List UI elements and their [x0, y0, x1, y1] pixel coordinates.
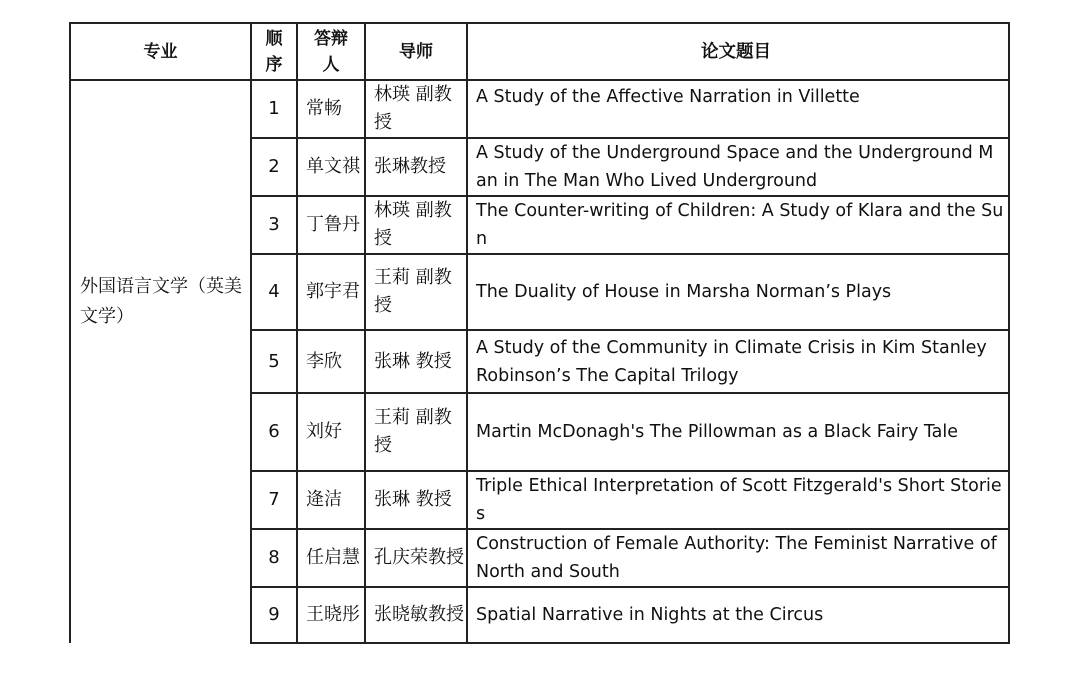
advisor-name: 王莉 副教授: [365, 254, 467, 330]
advisor-name: 张琳 教授: [365, 471, 467, 529]
student-name: 任启慧: [297, 529, 365, 587]
advisor-name: 张琳 教授: [365, 330, 467, 393]
seq-cell: 1: [251, 80, 297, 138]
header-row: [70, 23, 1009, 80]
header-name: [297, 23, 365, 80]
header-title: 论文题目: [467, 23, 1009, 80]
header-major: 专业: [70, 23, 251, 80]
table-row: [70, 80, 1009, 138]
thesis-title: Spatial Narrative in Nights at the Circus: [467, 587, 1009, 643]
student-name: 逄洁: [297, 471, 365, 529]
thesis-title: The Counter-writing of Children: A Study of Klara and the Sun: [467, 196, 1009, 254]
advisor-name: 张晓敏教授: [365, 587, 467, 643]
seq-cell: 9: [251, 587, 297, 643]
seq-cell: 4: [251, 254, 297, 330]
advisor-name: 王莉 副教授: [365, 393, 467, 471]
student-name: 常畅: [297, 80, 365, 138]
thesis-title: A Study of the Affective Narration in Villette: [467, 80, 1009, 138]
advisor-name: 林瑛 副教授: [365, 196, 467, 254]
student-name: 李欣: [297, 330, 365, 393]
seq-cell: 6: [251, 393, 297, 471]
thesis-title: The Duality of House in Marsha Norman’s Plays: [467, 254, 1009, 330]
thesis-title: Martin McDonagh's The Pillowman as a Black Fairy Tale: [467, 393, 1009, 471]
seq-cell: 8: [251, 529, 297, 587]
header-name-text: 答辩人: [314, 28, 348, 75]
header-seq-text: 顺序: [265, 28, 283, 75]
defense-schedule-table: [69, 22, 1010, 644]
advisor-name: 孔庆荣教授: [365, 529, 467, 587]
header-advisor: 导师: [365, 23, 467, 80]
student-name: 刘好: [297, 393, 365, 471]
major-cell: [70, 80, 251, 643]
seq-cell: 3: [251, 196, 297, 254]
student-name: 郭宇君: [297, 254, 365, 330]
advisor-name: 张琳教授: [365, 138, 467, 196]
thesis-title: Construction of Female Authority: The Feminist Narrative of North and South: [467, 529, 1009, 587]
student-name: 王晓彤: [297, 587, 365, 643]
thesis-title: Triple Ethical Interpretation of Scott Fitzgerald's Short Stories: [467, 471, 1009, 529]
seq-cell: 7: [251, 471, 297, 529]
major-text: 外国语言文学（英美文学）: [80, 276, 242, 327]
seq-cell: 2: [251, 138, 297, 196]
header-seq: [251, 23, 297, 80]
thesis-title: A Study of the Underground Space and the Underground Man in The Man Who Lived Underground: [467, 138, 1009, 196]
advisor-name: 林瑛 副教授: [365, 80, 467, 138]
seq-cell: 5: [251, 330, 297, 393]
student-name: 丁鲁丹: [297, 196, 365, 254]
thesis-title: A Study of the Community in Climate Crisis in Kim Stanley Robinson’s The Capital Trilogy: [467, 330, 1009, 393]
student-name: 单文祺: [297, 138, 365, 196]
